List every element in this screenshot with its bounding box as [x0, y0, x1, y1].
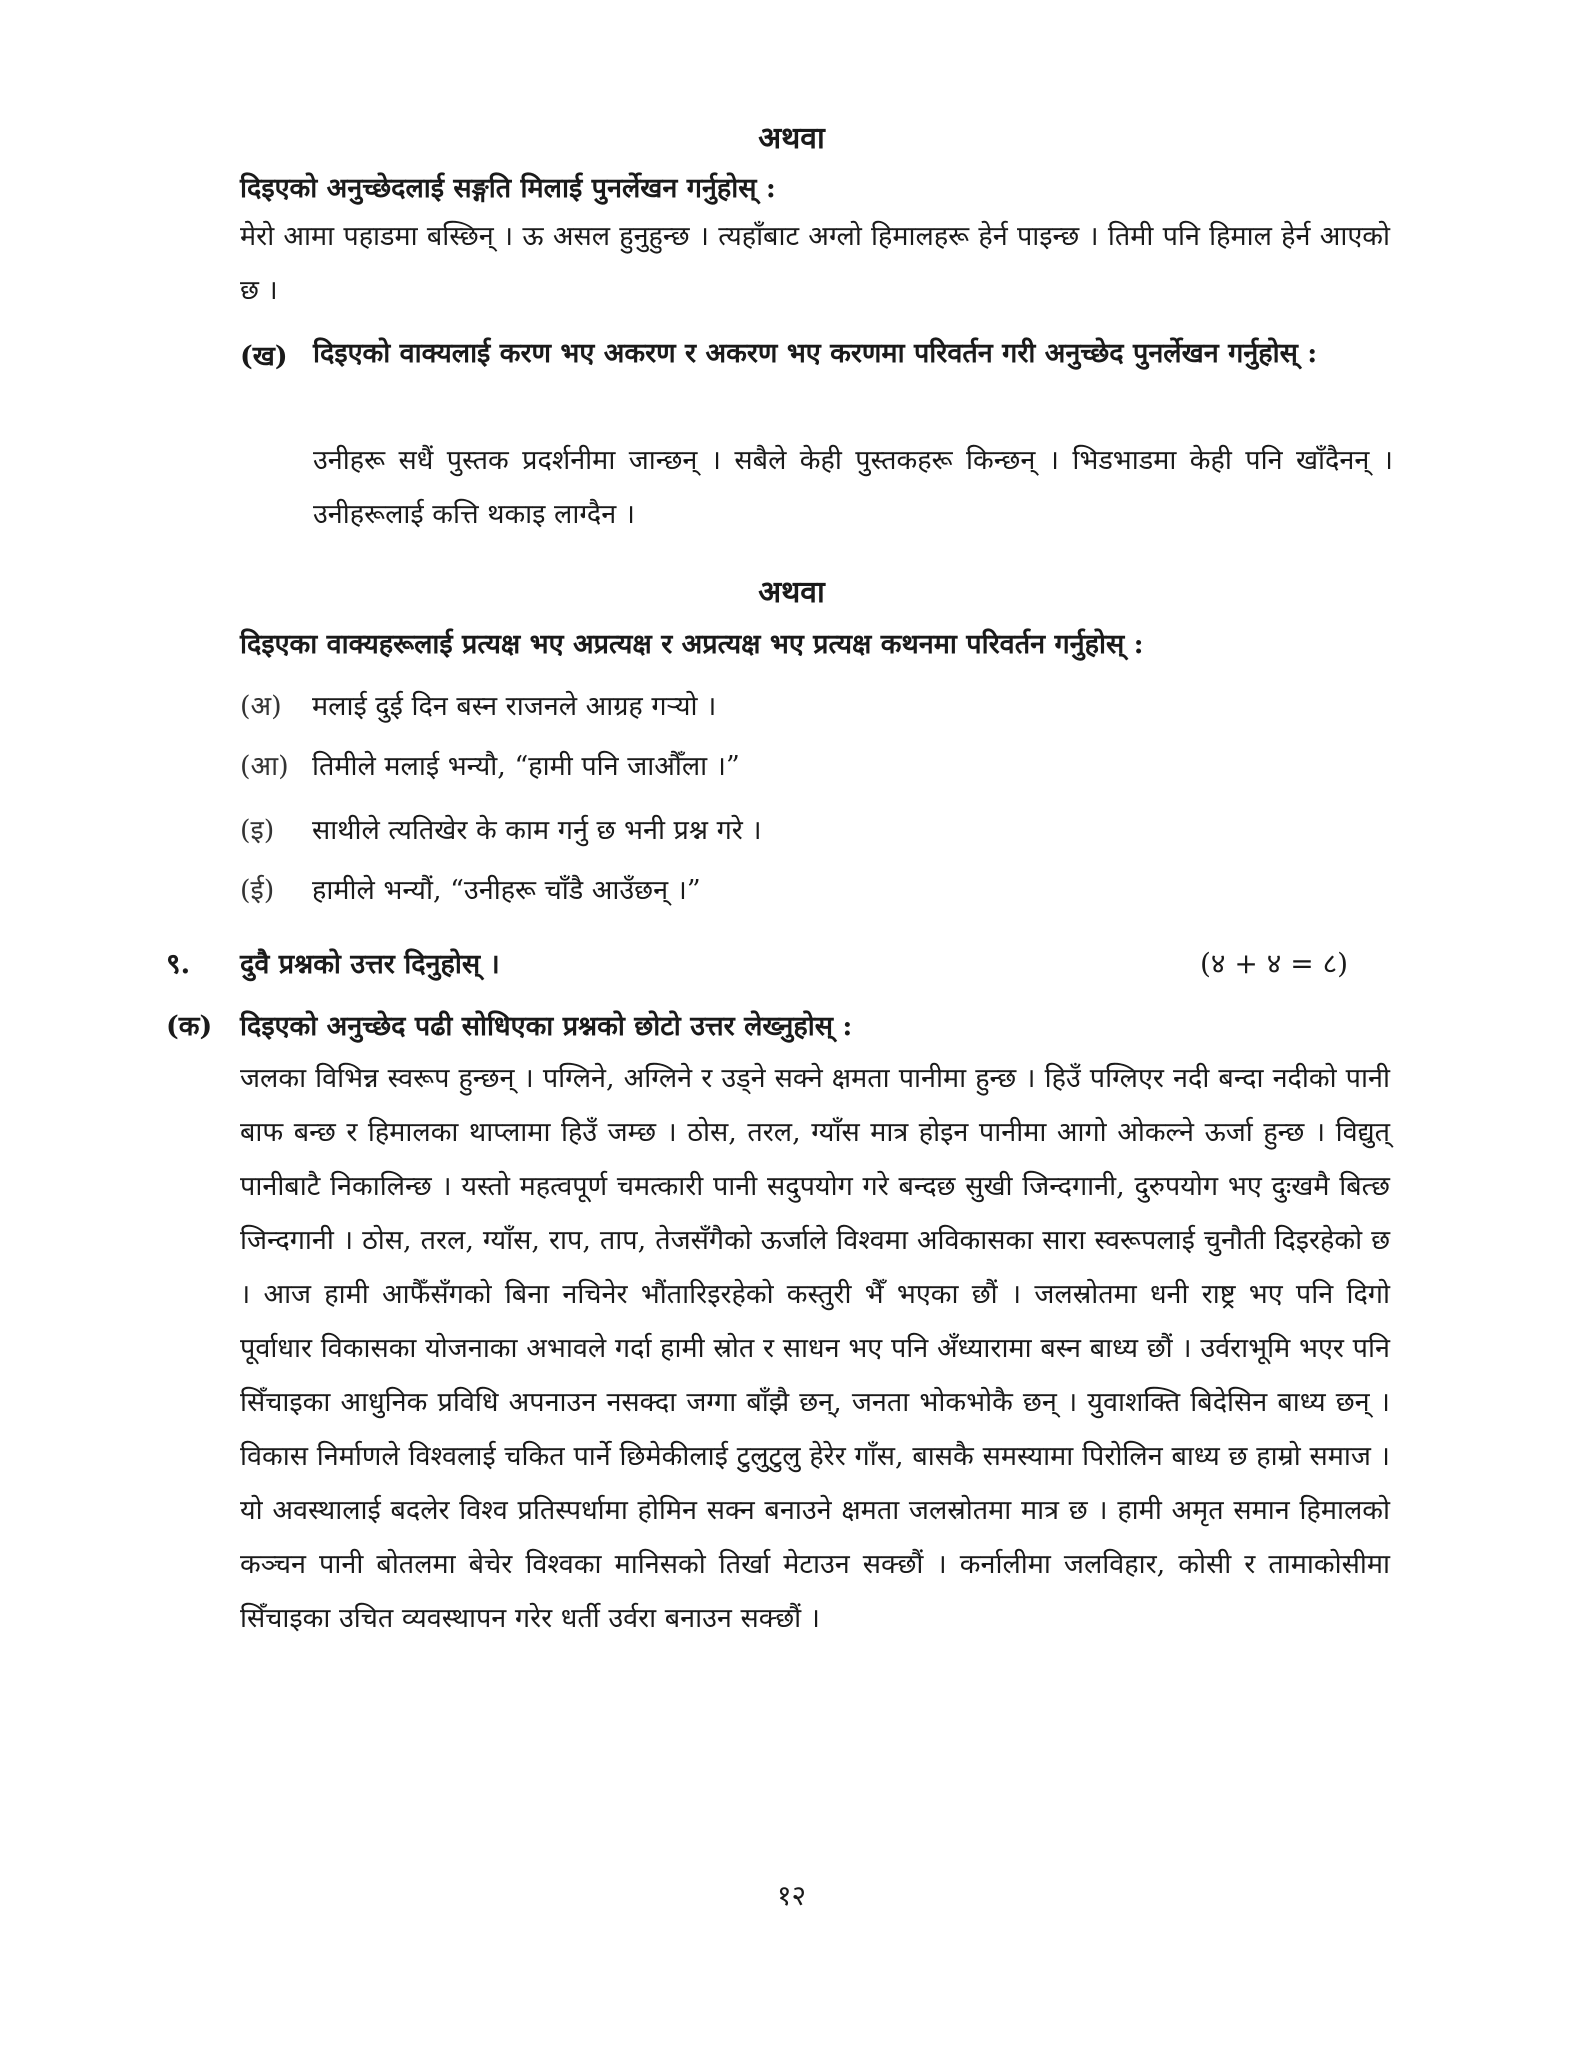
- list-item: [240, 870, 701, 907]
- item-text: मलाई दुई दिन बस्न राजनले आग्रह गऱ्यो ।: [312, 691, 717, 722]
- section-kha-passage: उनीहरू सधैं पुस्तक प्रदर्शनीमा जान्छन् । सबैले केही पुस्तकहरू किन्छन् । भिडभाडमा केही पनि खाँदैनन् । उनीहरूलाई कत्ति थकाइ लाग्दैन ।: [313, 445, 1393, 530]
- reading-passage: जलका विभिन्न स्वरूप हुन्छन् । पग्लिने, अग्लिने र उड्ने सक्ने क्षमता पानीमा हुन्छ । हिउँ पग्लिएर नदी बन्दा नदीको पानी बाफ बन्छ र हिमालका थाप्लामा हिउँ जम्छ । ठोस, तरल, ग्याँस मात्र होइन पानीमा आगो ओकल्ने ऊर्जा हुन्छ । विद्युत् पानीबाटै निकालिन्छ । यस्तो महत्वपूर्ण चमत्कारी पानी सदुपयोग गरे बन्दछ सुखी जिन्दगानी, दुरुपयोग भए दुःखमै बित्छ जिन्दगानी । ठोस, तरल, ग्याँस, राप, ताप, तेजसँगैको ऊर्जाले विश्वमा अविकासका सारा स्वरूपलाई चुनौती दिइरहेको छ । आज हामी आफैँसँगको बिना नचिनेर भौंतारिइरहेको कस्तुरी भैँ भएका छौं । जलस्रोतमा धनी राष्ट्र भए पनि दिगो पूर्वाधार विकासका योजनाका अभावले गर्दा हामी स्रोत र साधन भए पनि अँध्यारामा बस्न बाध्य छौं । उर्वराभूमि भएर पनि सिँचाइका आधुनिक प्रविधि अपनाउन नसक्दा जग्गा बाँझै छन्, जनता भोकभोकै छन् । युवाशक्ति बिदेसिन बाध्य छन् । विकास निर्माणले विश्वलाई चकित पार्ने छिमेकीलाई टुलुटुलु हेरेर गाँस, बासकै समस्यामा पिरोलिन बाध्य छ हाम्रो समाज । यो अवस्थालाई बदलेर विश्व प्रतिस्पर्धामा होमिन सक्न बनाउने क्षमता जलस्रोतमा मात्र छ । हामी अमृत समान हिमालको कञ्चन पानी बोतलमा बेचेर विश्वका मानिसको तिर्खा मेटाउन सक्छौं । कर्नालीमा जलविहार, कोसी र तामाकोसीमा सिँचाइका उचित व्यवस्थापन गरेर धर्ती उर्वरा बनाउन सक्छौं ।: [240, 1063, 1390, 1634]
- alternative-heading-1: अथवा: [758, 121, 825, 156]
- item-marker: (अ): [240, 691, 282, 722]
- list-item: [240, 686, 716, 723]
- section-kha-instruction: दिइएको वाक्यलाई करण भए अकरण र अकरण भए करणमा परिवर्तन गरी अनुच्छेद पुनर्लेखन गर्नुहोस् :: [313, 338, 1318, 369]
- item-text: साथीले त्यतिखेर के काम गर्नु छ भनी प्रश्न गरे ।: [312, 815, 762, 846]
- question-marks: (४ + ४ = ८): [1200, 947, 1349, 980]
- section-ka-instruction: दिइएको अनुच्छेद पढी सोधिएका प्रश्नको छोटो उत्तर लेख्नुहोस् :: [240, 1011, 853, 1042]
- alternative-heading-2: अथवा: [758, 575, 825, 610]
- rewrite-instruction: दिइएको अनुच्छेदलाई सङ्गति मिलाई पुनर्लेखन गर्नुहोस् :: [240, 173, 776, 204]
- item-marker: (ई): [240, 875, 275, 906]
- item-marker: (इ): [240, 815, 275, 846]
- narration-instruction: दिइएका वाक्यहरूलाई प्रत्यक्ष भए अप्रत्यक्ष र अप्रत्यक्ष भए प्रत्यक्ष कथनमा परिवर्तन गर्नुहोस् :: [240, 629, 1144, 660]
- section-ka-label: (क): [166, 1011, 213, 1042]
- list-item: [240, 746, 740, 783]
- section-kha-label: (ख): [240, 341, 288, 372]
- item-text: तिमीले मलाई भन्यौ, “हामी पनि जाऔँला ।”: [312, 751, 740, 782]
- question-number: ९.: [166, 947, 191, 980]
- rewrite-passage: मेरो आमा पहाडमा बस्छिन् । ऊ असल हुनुहुन्छ । त्यहाँबाट अग्लो हिमालहरू हेर्न पाइन्छ । तिमी पनि हिमाल हेर्न आएको छ ।: [240, 221, 1390, 306]
- item-marker: (आ): [240, 751, 289, 782]
- question-title: दुवै प्रश्नको उत्तर दिनुहोस् ।: [240, 949, 500, 980]
- list-item: [240, 810, 762, 847]
- item-text: हामीले भन्यौं, “उनीहरू चाँडै आउँछन् ।”: [312, 875, 701, 906]
- page-number: १२: [776, 1879, 807, 1912]
